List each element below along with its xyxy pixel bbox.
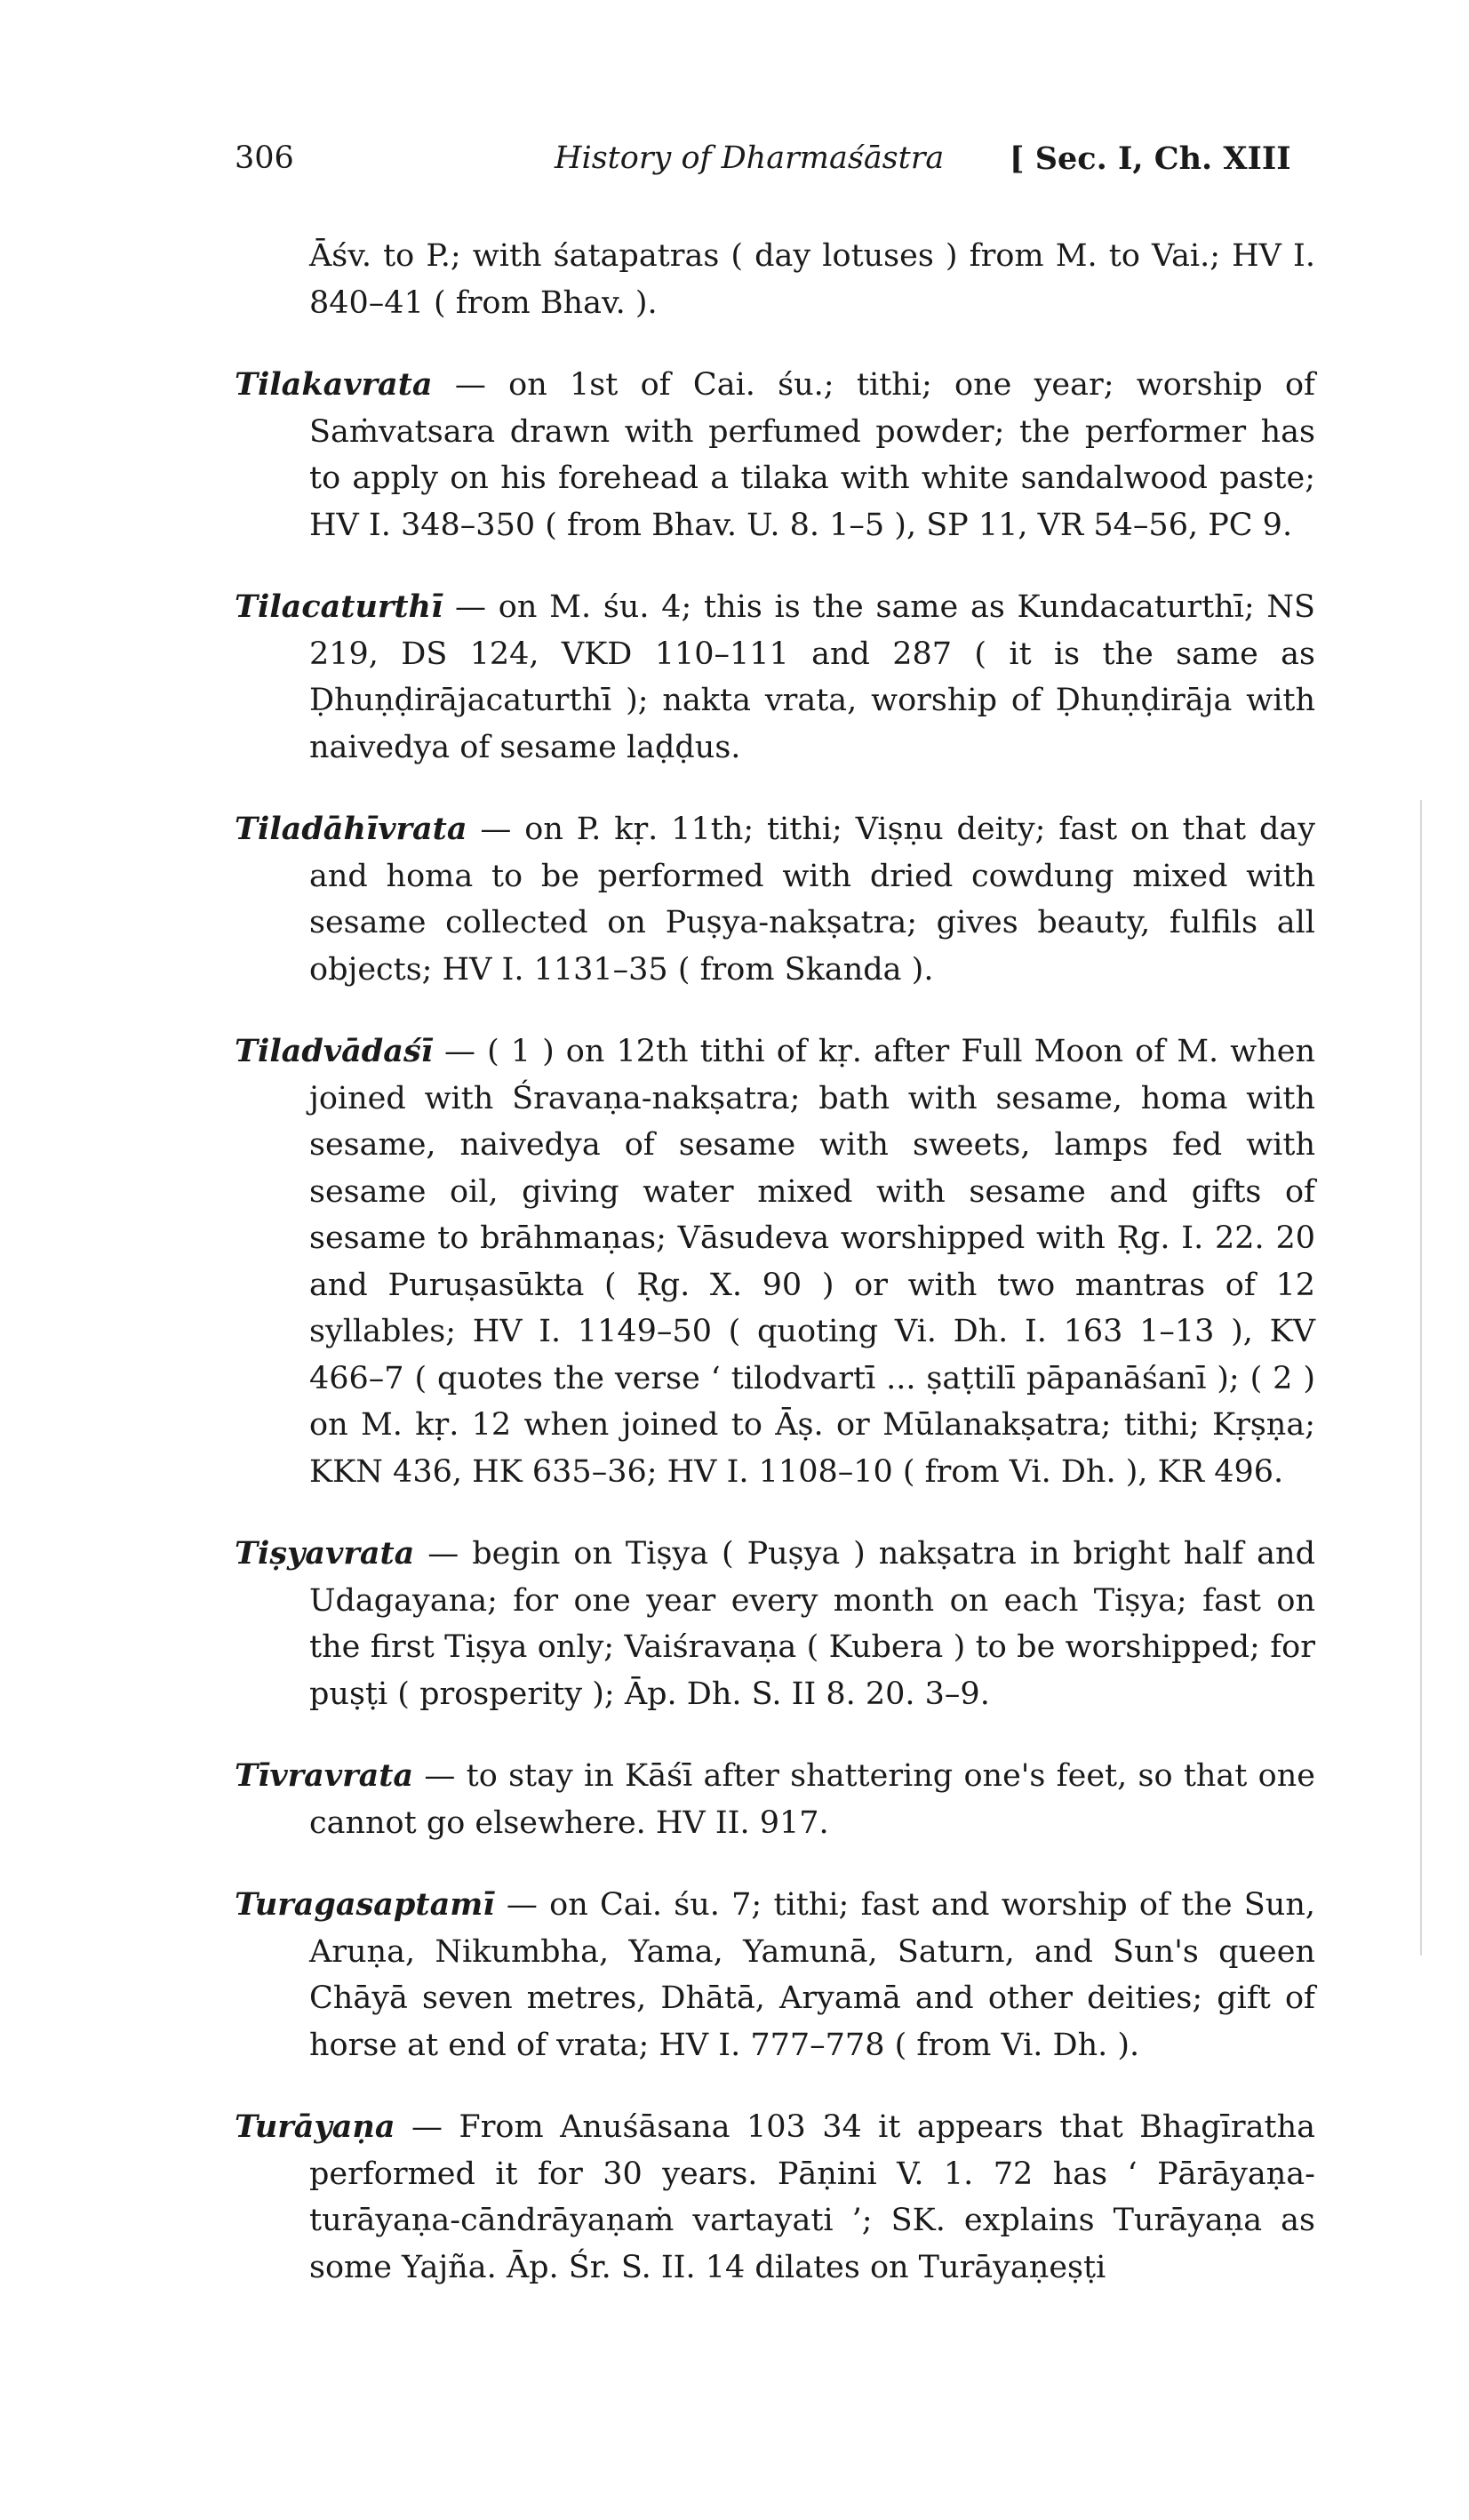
entry-text: ( 1 ) on 12th tithi of kṛ. after Full Moon of M. when joined with Śravaṇa-nakṣatra; bath with sesame, homa with sesame, naivedya of sesame with sweets, lamps fed with sesame oil, giving water mixed with sesame and gifts of sesame to brāhmaṇas; Vāsudeva worshipped with Ṛg. I. 22. 20 and Puruṣasūkta ( Ṛg. X. 90 ) or with two mantras of 12 syllables; HV I. 1149–50 ( quoting Vi. Dh. I. 163 1–13 ), KV 466–7 ( quotes the verse ‘ tilodvartī ... ṣaṭtilī pāpanāśanī ); ( 2 ) on M. kṛ. 12 when joined to Āṣ. or Mūlanakṣatra; tithi; Kṛṣṇa; KKN 436, HK 635–36; HV I. 1108–10 ( from Vi. Dh. ), KR 496. [309,1034,1315,1490]
entry-term: Tiṣyavrata [235,1535,415,1572]
entry-tiladahivrata: Tiladāhīvrata — on P. kṛ. 11th; tithi; Viṣṇu deity; fast on that day and homa to be performed with dried cowdung mixed with sesame collected on Puṣya-nakṣatra; gives beauty, fulfils all objects; HV I. 1131–35 ( from Skanda ). [235,811,1315,988]
running-header [235,140,1328,185]
entry-term: Tilakavrata [235,366,433,403]
entry-text: on P. kṛ. 11th; tithi; Viṣṇu deity; fast on that day and homa to be performed with dried cowdung mixed with sesame collected on Puṣya-nakṣatra; gives beauty, fulfils all objects; HV I. 1131–35 ( from Skanda ). [309,812,1315,988]
running-title: History of Dharmaśāstra [555,140,945,176]
entry-text: on M. śu. 4; this is the same as Kundacaturthī; NS 219, DS 124, VKD 110–111 and 287 ( it is the same as Ḍhuṇḍirājacaturthī ); nakta vrata, worship of Ḍhuṇḍirāja with naivedya of sesame laḍḍus. [309,589,1315,765]
scan-margin-line [1420,800,1422,1956]
entry-tivravrata: Tīvravrata — to stay in Kāśī after shattering one's feet, so that one cannot go elsewhere. HV II. 917. [235,1757,1315,1841]
entry-tisyavrata: Tiṣyavrata — begin on Tiṣya ( Puṣya ) nakṣatra in bright half and Udagayana; for one year every month on each Tiṣya; fast on the first Tiṣya only; Vaiśravaṇa ( Kubera ) to be worshipped; for puṣṭi ( prosperity ); Āp. Dh. S. II 8. 20. 3–9. [235,1535,1315,1712]
entry-tiladvadasi: Tiladvādaśī — ( 1 ) on 12th tithi of kṛ. after Full Moon of M. when joined with Śravaṇa-nakṣatra; bath with sesame, homa with sesame, naivedya of sesame with sweets, lamps fed with sesame oil, giving water mixed with sesame and gifts of sesame to brāhmaṇas; Vāsudeva worshipped with Ṛg. I. 22. 20 and Puruṣasūkta ( Ṛg. X. 90 ) or with two mantras of 12 syllables; HV I. 1149–50 ( quoting Vi. Dh. I. 163 1–13 ), KV 466–7 ( quotes the verse ‘ tilodvartī ... ṣaṭtilī pāpanāśanī ); ( 2 ) on M. kṛ. 12 when joined to Āṣ. or Mūlanakṣatra; tithi; Kṛṣṇa; KKN 436, HK 635–36; HV I. 1108–10 ( from Vi. Dh. ), KR 496. [235,1033,1315,1490]
entry-term: Turagasaptamī [235,1886,495,1923]
entry-tilacaturthi: Tilacaturthī — on M. śu. 4; this is the same as Kundacaturthī; NS 219, DS 124, VKD 110–111 and 287 ( it is the same as Ḍhuṇḍirājacaturthī ); nakta vrata, worship of Ḍhuṇḍirāja with naivedya of sesame laḍḍus. [235,588,1315,765]
entry-term: Tīvravrata [235,1757,414,1794]
entry-term: Tiladvādaśī [235,1033,433,1069]
entry-text: begin on Tiṣya ( Puṣya ) nakṣatra in bright half and Udagayana; for one year every month on each Tiṣya; fast on the first Tiṣya only; Vaiśravaṇa ( Kubera ) to be worshipped; for puṣṭi ( prosperity ); Āp. Dh. S. II 8. 20. 3–9. [309,1536,1315,1712]
page-number: 306 [235,140,294,176]
entry-text: Āśv. to P.; with śatapatras ( day lotuses ) from M. to Vai.; HV I. 840–41 ( from Bhav. ). [309,238,1315,321]
section-reference: [ Sec. I, Ch. XIII [1010,140,1291,177]
entry-term: Turāyaṇa [235,2108,395,2145]
entry-text: on 1st of Cai. śu.; tithi; one year; worship of Saṁvatsara drawn with perfumed powder; the performer has to apply on his forehead a tilaka with white sandalwood paste; HV I. 348–350 ( from Bhav. U. 8. 1–5 ), SP 11, VR 54–56, PC 9. [309,367,1315,543]
entry-turayana: Turāyaṇa — From Anuśāsana 103 34 it appears that Bhagīratha performed it for 30 years. Pāṇini V. 1. 72 has ‘ Pārāyaṇa-turāyaṇa-cāndrāyaṇaṁ vartayati ’; SK. explains Turāyaṇa as some Yajña. Āp. Śr. S. II. 14 dilates on Turāyaṇeṣṭi [235,2108,1315,2285]
entry-continuation [235,233,1315,326]
glossary-body [235,233,1315,2326]
entry-text: to stay in Kāśī after shattering one's feet, so that one cannot go elsewhere. HV II. 917. [309,1758,1315,1841]
entry-term: Tilacaturthī [235,588,443,625]
entry-term: Tiladāhīvrata [235,811,467,847]
entry-text: From Anuśāsana 103 34 it appears that Bhagīratha performed it for 30 years. Pāṇini V. 1. 72 has ‘ Pārāyaṇa-turāyaṇa-cāndrāyaṇaṁ vartayati ’; SK. explains Turāyaṇa as some Yajña. Āp. Śr. S. II. 14 dilates on Turāyaṇeṣṭi [309,2109,1315,2285]
entry-text: on Cai. śu. 7; tithi; fast and worship of the Sun, Aruṇa, Nikumbha, Yama, Yamunā, Saturn, and Sun's queen Chāyā seven metres, Dhātā, Aryamā and other deities; gift of horse at end of vrata; HV I. 777–778 ( from Vi. Dh. ). [309,1887,1315,2063]
entry-turagasaptami: Turagasaptamī — on Cai. śu. 7; tithi; fast and worship of the Sun, Aruṇa, Nikumbha, Yama, Yamunā, Saturn, and Sun's queen Chāyā seven metres, Dhātā, Aryamā and other deities; gift of horse at end of vrata; HV I. 777–778 ( from Vi. Dh. ). [235,1886,1315,2063]
entry-tilakavrata: Tilakavrata — on 1st of Cai. śu.; tithi; one year; worship of Saṁvatsara drawn with perfumed powder; the performer has to apply on his forehead a tilaka with white sandalwood paste; HV I. 348–350 ( from Bhav. U. 8. 1–5 ), SP 11, VR 54–56, PC 9. [235,366,1315,543]
